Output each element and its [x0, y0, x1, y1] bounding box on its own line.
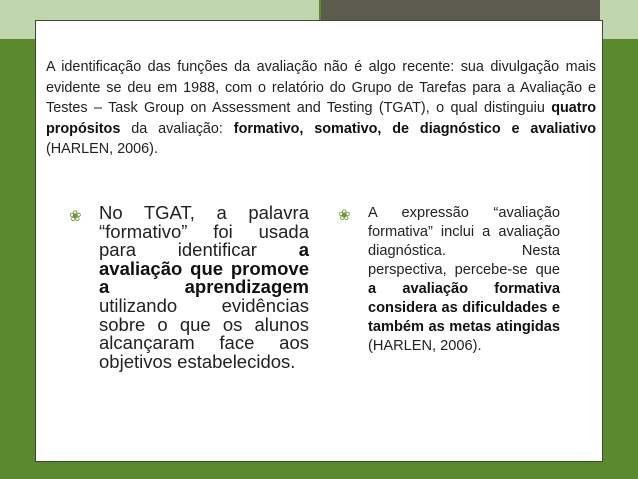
- bullet-tgat: [69, 204, 309, 371]
- bullet-tgat-text-1: No TGAT, a palavra “formativo” foi usada para identificar: [99, 202, 309, 261]
- bullet-tgat-bold: a avaliação que promove a aprendizagem: [99, 239, 309, 298]
- leaf-bullet-icon: ❀: [69, 208, 82, 225]
- intro-text-1: A identificação das funções da avaliação não é algo recente: sua divulgação mais evidente se deu em 1988, com o relatório do Grupo de Tarefas para a Avaliação e Testes – Task Group on Assessment and Testing (TGAT), o qual distinguiu: [46, 59, 596, 116]
- intro-bold-purposes: quatro propósitos: [46, 100, 596, 137]
- bullet-tgat-text-2: utilizando evidências sobre o que os alunos alcançaram face aos objetivos estabelecidos.: [99, 294, 309, 372]
- bullet-formativa-text-1: A expressão “avaliação formativa” inclui a avaliação diagnóstica. Nesta perspectiva, percebe-se que: [368, 205, 560, 278]
- bullet-formativa-citation: (HARLEN, 2006).: [368, 338, 482, 354]
- intro-paragraph: [46, 57, 596, 160]
- header-band-right: [600, 0, 638, 39]
- intro-bold-types: formativo, somativo, de diagnóstico e avaliativo: [233, 120, 597, 137]
- left-column: [69, 204, 309, 371]
- leaf-bullet-icon: ❀: [338, 207, 351, 224]
- slide-content: [35, 20, 603, 462]
- right-column: [338, 204, 560, 356]
- bullet-formativa: [338, 204, 560, 356]
- bullet-tgat-text: [99, 204, 309, 371]
- bullet-formativa-bold: a avaliação formativa considera as dificuldades e também as metas atingidas: [368, 281, 560, 335]
- intro-text-2: da avaliação:: [131, 120, 223, 137]
- intro-citation: (HARLEN, 2006).: [46, 141, 158, 157]
- bullet-formativa-text: [368, 204, 560, 356]
